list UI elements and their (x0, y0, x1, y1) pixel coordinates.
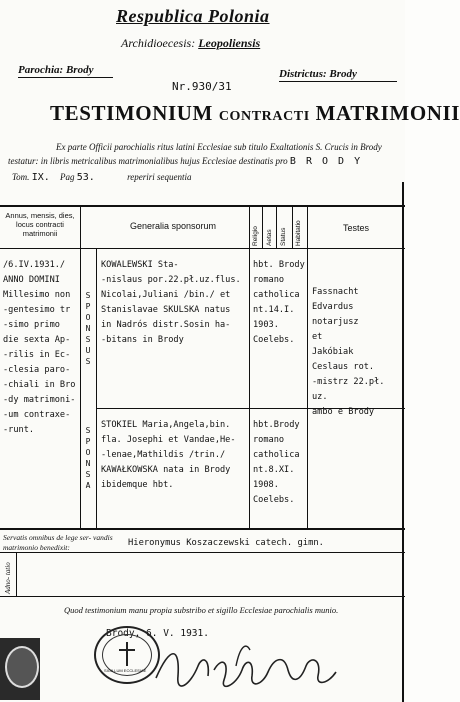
title-word-1: TESTIMONIUM (50, 101, 213, 125)
witness-line: Edvardus (312, 302, 354, 312)
pag-value: 53. (76, 172, 95, 183)
bride-info-line: catholica (253, 450, 300, 460)
revenue-stamp (0, 638, 40, 700)
sponsa-letter: P (85, 437, 91, 446)
title-word-2: CONTRACTI (218, 109, 310, 124)
district-underline (279, 81, 397, 82)
groom-info-line: nt.14.I. (253, 305, 295, 315)
date-line: -gentesimo tr (3, 305, 71, 315)
preamble-text: testatur: in libris metricalibus matrimonialibus hujus Ecclesiae destinatis pro (8, 156, 288, 166)
bride-details (101, 418, 236, 493)
document-number (172, 80, 232, 93)
tom-label: Tom. (12, 172, 30, 182)
testes-column-header: Testes (342, 223, 369, 233)
sponsa-letter: A (85, 481, 91, 490)
date-line: ANNO DOMINI (3, 275, 60, 285)
district-field: Districtus: Brody (279, 68, 357, 80)
date-line: -clesia paro- (3, 365, 71, 375)
sponsus-letter: S (85, 335, 91, 344)
col-divider-3 (262, 205, 263, 248)
groom-line: in Nadrós distr.Sosin ha- (101, 320, 231, 330)
col-divider-6 (307, 205, 308, 528)
page-right-edge (402, 182, 404, 702)
sponsa-letter: O (85, 448, 91, 457)
preamble-line-1: Ex parte Officii parochialis ritus latini Ecclesiae sub titulo Exaltationis S. Crucis in Brody (56, 142, 382, 152)
sponsus-letter: N (85, 324, 91, 333)
witness-line: notarjusz (312, 317, 359, 327)
priest-signature (150, 636, 350, 700)
title-word-3: MATRIMONII (315, 101, 460, 125)
bride-info-line: Coelebs. (253, 495, 295, 505)
reperiri-text: reperiri sequentia (127, 172, 192, 182)
sponsa-letter: S (85, 426, 91, 435)
adnotatio-divider (16, 552, 17, 596)
groom-info-line: hbt. Brody (253, 260, 305, 270)
sponsus-letter: O (85, 313, 91, 322)
date-line: die sexta Ap- (3, 335, 71, 345)
aetas-header: Aetas (266, 229, 273, 246)
bride-line: fla. Josephi et Vandae,He- (101, 435, 236, 445)
sponsus-label (83, 290, 93, 367)
sponsus-letter: S (85, 291, 91, 300)
number-value: 930/31 (191, 80, 232, 93)
closing-statement: Quod testimonium manu propia substribo et sigillo Ecclesiae parochialis munio. (64, 605, 339, 615)
sponsa-label (83, 425, 93, 491)
date-line: -runt. (3, 425, 35, 435)
archdiocese-line (121, 36, 260, 51)
date-line: -simo primo (3, 320, 60, 330)
habitatio-header: Habitatio (295, 220, 302, 246)
witness-line: ambo e Brody (312, 407, 375, 417)
sponsus-letter: U (85, 346, 91, 355)
col-divider-1 (80, 205, 81, 528)
place-date: Brody, 6. V. 1931. (106, 628, 209, 639)
sponsus-letter: P (85, 302, 91, 311)
date-line: Millesimo non (3, 290, 71, 300)
archdiocese-value: Leopoliensis (198, 36, 261, 50)
bride-line: KAWAŁKOWSKA nata in Brody (101, 465, 231, 475)
groom-line: -bitans in Brody (101, 335, 184, 345)
date-line: /6.IV.1931./ (3, 260, 66, 270)
groom-info-line: catholica (253, 290, 300, 300)
archdiocese-label: Archidioecesis: (121, 36, 196, 50)
groom-line: KOWALEWSKI Sta- (101, 260, 179, 270)
sponsa-letter: S (85, 470, 91, 479)
preamble-parish-typed: B R O D Y (289, 156, 363, 167)
table-top-border (0, 205, 405, 207)
sponsus-letter: S (85, 357, 91, 366)
religio-header: Religio (252, 226, 259, 246)
seal-lettering: SIGILLUM ECCLESIAE (104, 668, 147, 673)
servatis-label: Servatis omnibus de lege ser- vandis matrimonio benedixit: (3, 533, 113, 552)
groom-line: -nislaus por.22.pł.uz.flus. (101, 275, 241, 285)
pag-label: Pag (60, 172, 75, 182)
bride-line: STOKIEL Maria,Angela,bin. (101, 420, 231, 430)
tom-value: IX. (31, 172, 50, 183)
date-line: -rilis in Ec- (3, 350, 71, 360)
bride-info-line: romano (253, 435, 285, 445)
date-column-header: Annus, mensis, dies, locus contracti matrimonii (5, 211, 75, 238)
bride-line: -lenae,Mathildis /trin./ (101, 450, 226, 460)
table-bottom-border (0, 528, 405, 530)
servatis-bottom-line (0, 552, 405, 553)
parish-underline (18, 77, 113, 78)
groom-details (101, 258, 241, 348)
generalia-column-header: Generalia sponsorum (129, 221, 217, 231)
bride-info (253, 418, 300, 508)
adnotatio-label: Adno- tatio (4, 562, 12, 594)
bride-info-line: hbt.Brody (253, 420, 300, 430)
witness-line: uz. (312, 392, 328, 402)
witness-line: Jakóbiak (312, 347, 354, 357)
bride-line: ibidemque hbt. (101, 480, 174, 490)
bride-info-line: 1908. (253, 480, 279, 490)
col-divider-4 (276, 205, 277, 248)
groom-info-line: romano (253, 275, 285, 285)
table-header-bottom (0, 248, 405, 249)
date-line: -chiali in Bro (3, 380, 76, 390)
witness-line: Ceslaus rot. (312, 362, 375, 372)
bride-info-line: nt.8.XI. (253, 465, 295, 475)
document-title (50, 101, 460, 126)
groom-line: Stanislavae SKULSKA natus (101, 305, 231, 315)
date-line: -um contraxe- (3, 410, 71, 420)
witnesses-text (312, 285, 384, 420)
witness-line: Fassnacht (312, 287, 359, 297)
groom-info-line: 1903. (253, 320, 279, 330)
preamble-line-3 (12, 172, 191, 183)
col-divider-2 (249, 205, 250, 528)
date-line: -dy matrimoni- (3, 395, 76, 405)
groom-info-line: Coelebs. (253, 335, 295, 345)
parish-field: Parochia: Brody (18, 64, 94, 76)
groom-line: Nicolai,Juliani /bin./ et (101, 290, 231, 300)
col-divider-5 (292, 205, 293, 248)
marriage-date-text (3, 258, 75, 438)
col-divider-label (96, 248, 97, 528)
groom-info (253, 258, 305, 348)
officiating-priest: Hieronymus Koszaczewski catech. gimn. (128, 538, 324, 548)
preamble-line-2 (8, 156, 362, 167)
sponsa-letter: N (85, 459, 91, 468)
adnotatio-bottom-line (0, 596, 405, 597)
status-header: Status (280, 227, 287, 246)
number-label: Nr. (172, 80, 192, 93)
witness-line: -mistrz 22.pł. (312, 377, 385, 387)
document-header-title: Respublica Polonia (116, 6, 270, 26)
witness-line: et (312, 332, 323, 342)
